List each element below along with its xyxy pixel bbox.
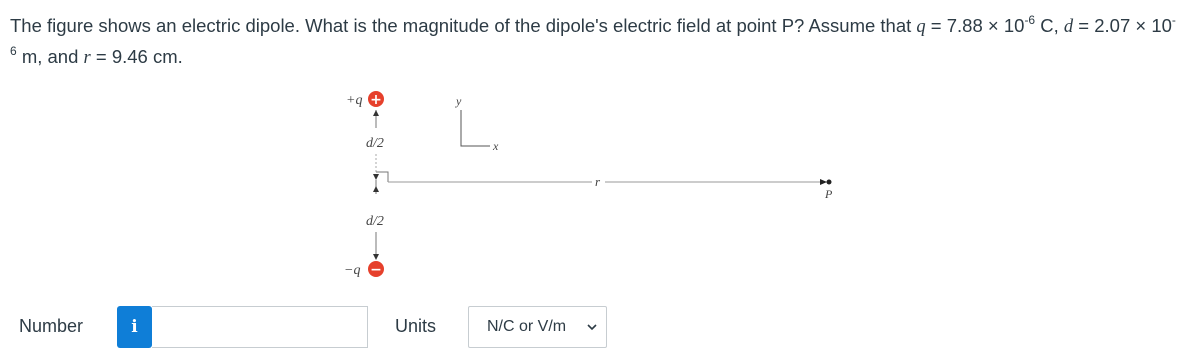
question-text [10,11,1180,73]
point-p-dot-icon [827,180,832,185]
units-selected-value: N/C or V/m [487,318,567,335]
point-p-label: P [825,187,833,201]
d-exponent: -6 [10,12,1176,58]
minus-charge-label: −q [344,263,361,278]
center-arrowhead-icon [373,174,379,180]
r-arrowhead-icon [820,179,827,185]
upper-distance-label: d/2 [366,136,384,151]
number-input[interactable] [152,306,368,348]
lower-distance-label: d/2 [366,214,384,229]
r-value: = 9.46 cm. [90,46,183,67]
units-label: Units [395,316,437,336]
units-dropdown[interactable] [468,306,607,348]
d-value: = 2.07 × 10 [1073,15,1172,36]
dipole-figure [330,88,850,288]
q-unit: C, [1035,15,1064,36]
d-variable: d [1063,17,1074,37]
q-variable: q [916,17,926,37]
plus-charge-label: +q [346,93,363,108]
q-value: = 7.88 × 10 [925,15,1025,36]
d-unit: m, and [16,46,84,67]
upper-arrowhead-icon [373,110,379,116]
r-variable: r [83,48,91,68]
info-icon: i [131,317,138,337]
number-label: Number [19,316,84,336]
lower-arrowhead-icon [373,254,379,260]
minus-symbol: − [370,262,382,278]
plus-symbol: + [370,92,382,108]
axes-icon [461,110,490,146]
axis-y-label: y [456,94,462,108]
r-label: r [595,174,601,189]
axis-x-label: x [493,139,499,153]
right-angle-icon [376,172,388,182]
q-exponent: -6 [1024,12,1036,27]
question-intro: The figure shows an electric dipole. What is the magnitude of the dipole's electric field at point P? Assume that [10,15,917,36]
info-button[interactable] [117,306,152,348]
lower-start-arrowhead-icon [373,186,379,192]
chevron-down-icon [586,321,598,333]
